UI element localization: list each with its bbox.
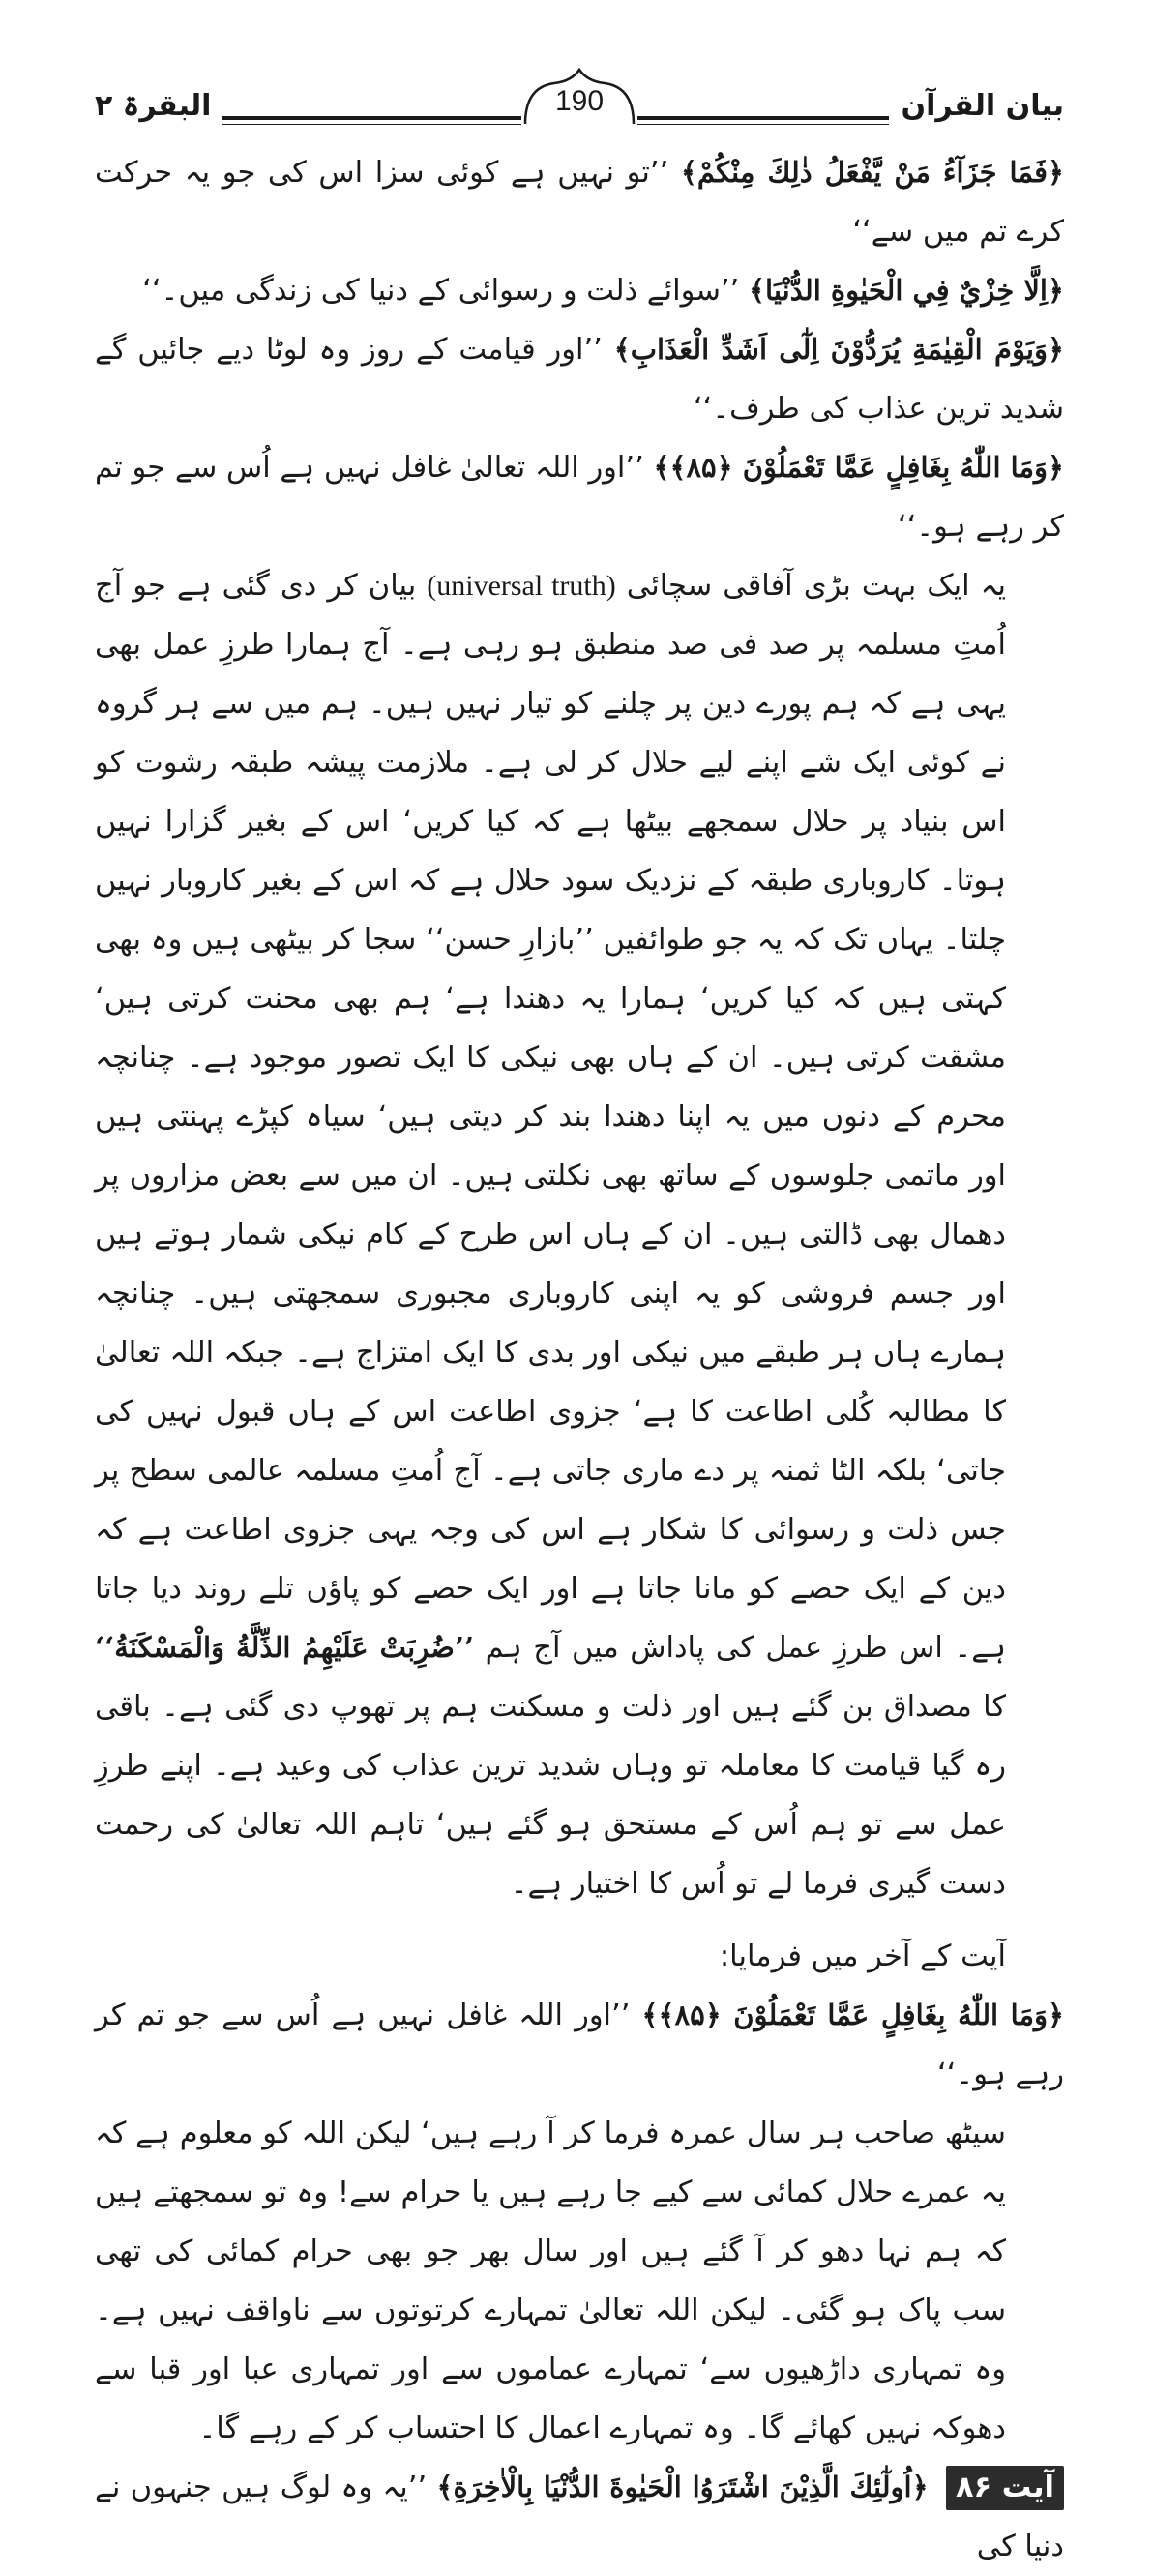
verse-line bbox=[95, 1986, 1064, 2104]
commentary-text: بیان کر دی گئی ہے جو آج اُمتِ مسلمہ پر صد فی صد منطبق ہو رہی ہے۔ آج ہمارا طرزِ عمل بھی یہی ہے کہ ہم پورے دین پر چلنے کو تیار نہیں ہیں۔ ہم میں سے ہر گروہ نے کوئی ایک شے اپنے لیے حلال کر لی ہے۔ ملازمت پیشہ طبقہ رشوت کو اس بنیاد پر حلال سمجھے بیٹھا ہے کہ کیا کریں‘ اس کے بغیر گزارا نہیں ہوتا۔ کاروباری طبقہ کے نزدیک سود حلال ہے کہ اس کے بغیر کاروبار نہیں چلتا۔ یہاں تک کہ یہ جو طوائفیں ’’بازارِ حسن‘‘ سجا کر بیٹھی ہیں وہ بھی کہتی ہیں کہ کیا کریں‘ ہمارا یہ دھندا ہے‘ ہم بھی محنت کرتی ہیں‘ مشقت کرتی ہیں۔ ان کے ہاں بھی نیکی کا ایک تصور موجود ہے۔ چنانچہ محرم کے دنوں میں یہ اپنا دھندا بند کر دیتی ہیں‘ سیاہ کپڑے پہنتی ہیں اور ماتمی جلوسوں کے ساتھ بھی نکلتی ہیں۔ ان میں سے بعض مزاروں پر دھمال بھی ڈالتی ہیں۔ ان کے ہاں اس طرح کے کام نیکی شمار ہوتے ہیں اور جسم فروشی کو یہ اپنی کاروباری مجبوری سمجھتی ہیں۔ چنانچہ ہمارے ہاں ہر طبقے میں نیکی اور بدی کا ایک امتزاج ہے۔ جبکہ اللہ تعالیٰ کا مطالبہ کُلی اطاعت کا ہے‘ جزوی اطاعت اس کے ہاں قبول نہیں کی جاتی‘ بلکہ الٹا ثمنہ پر دے ماری جاتی ہے۔ آج اُمتِ مسلمہ عالمی سطح پر جس ذلت و رسوائی کا شکار ہے اس کی وجہ یہی جزوی اطاعت ہے کہ دین کے ایک حصے کو مانا جاتا ہے اور ایک حصے کو پاؤں تلے روند دیا جاتا ہے۔ اس طرزِ عمل کی پاداش میں آج ہم bbox=[95, 569, 1006, 1665]
commentary-text: سیٹھ صاحب ہر سال عمرہ فرما کر آ رہے ہیں‘ لیکن اللہ کو معلوم ہے کہ یہ عمرے حلال کمائی سے کیے جا رہے ہیں یا حرام سے! وہ تو سمجھتے ہیں کہ ہم نہا دھو کر آ گئے ہیں اور سال بھر جو بھی حرام کمائی کی تھی سب پاک ہو گئی۔ لیکن اللہ تعالیٰ تمہارے کرتوتوں سے ناواقف نہیں ہے۔ وہ تمہاری داڑھیوں سے‘ تمہارے عماموں سے اور تمہاری عبا اور قبا سے دھوکہ نہیں کھائے گا۔ وہ تمہارے اعمال کا احتساب کر کے رہے گا۔ bbox=[95, 2117, 1006, 2445]
commentary-text: آیت کے آخر میں فرمایا: bbox=[719, 1939, 1006, 1973]
surah-name: البقرۃ ۲ bbox=[95, 85, 222, 128]
verse-line bbox=[95, 143, 1064, 261]
arabic-quote: ’’ضُرِبَتْ عَلَيْهِمُ الذِّلَّةُ وَالْمَسْكَنَةُ‘‘ bbox=[95, 1631, 475, 1664]
arabic-verse: ﴿فَمَا جَزَآءُ مَنْ يَّفْعَلُ ذٰلِكَ مِنْكُمْ﴾ bbox=[680, 156, 1064, 189]
urdu-translation: ’’سوائے ذلت و رسوائی کے دنیا کی زندگی میں۔‘‘ bbox=[142, 274, 740, 308]
arabic-verse: ﴿وَيَوْمَ الْقِيٰمَةِ يُرَدُّوْنَ اِلٰٓى اَشَدِّ الْعَذَابِ﴾ bbox=[613, 333, 1064, 366]
page-body bbox=[95, 143, 1064, 2576]
urdu-translation: ’’اور اللہ تعالیٰ غافل نہیں ہے اُس سے جو تم کر رہے ہو۔‘‘ bbox=[95, 451, 1064, 544]
arabic-verse: ﴿وَمَا اللّٰهُ بِغَافِلٍ عَمَّا تَعْمَلُوْنَ ﴿۸۵﴾﴾ bbox=[641, 1999, 1065, 2031]
verse-line bbox=[95, 438, 1064, 556]
page-header bbox=[95, 75, 1064, 143]
arabic-verse: ﴿اُولٰٓئِكَ الَّذِيْنَ اشْتَرَوُا الْحَيٰوةَ الدُّنْيَا بِالْاٰخِرَةِ﴾ bbox=[436, 2471, 929, 2503]
commentary-text: یہ ایک بہت بڑی آفاقی سچائی bbox=[626, 569, 1006, 603]
urdu-translation: ’’تو نہیں ہے کوئی سزا اس کی جو یہ حرکت کرے تم میں سے‘‘ bbox=[95, 156, 1064, 249]
spacer bbox=[95, 1913, 1064, 1927]
verse-line bbox=[95, 2458, 1064, 2576]
arabic-verse: ﴿وَمَا اللّٰهُ بِغَافِلٍ عَمَّا تَعْمَلُوْنَ ﴿۸۵﴾﴾ bbox=[653, 451, 1065, 484]
urdu-translation: ’’یہ وہ لوگ ہیں جنہوں نے دنیا کی bbox=[95, 2471, 1064, 2563]
urdu-translation: ’’اور قیامت کے روز وہ لوٹا دیے جائیں گے شدید ترین عذاب کی طرف۔‘‘ bbox=[95, 333, 1064, 426]
ayah-number-badge: آیت ۸۶ bbox=[946, 2466, 1064, 2510]
english-term: (universal truth) bbox=[427, 570, 616, 602]
commentary-text: کا مصداق بن گئے ہیں اور ذلت و مسکنت ہم پر تھوپ دی گئی ہے۔ باقی رہ گیا قیامت کا معاملہ تو وہاں شدید ترین عذاب کی وعید ہے۔ اپنے طرزِ عمل سے تو ہم اُس کے مستحق ہو گئے ہیں‘ تاہم اللہ تعالیٰ کی رحمت دست گیری فرما لے تو اُس کا اختیار ہے۔ bbox=[95, 1690, 1006, 1901]
commentary-paragraph bbox=[95, 1927, 1064, 1986]
verse-line bbox=[95, 261, 1064, 320]
page-number-ornament bbox=[521, 68, 637, 128]
arabic-verse: ﴿اِلَّا خِزْيٌ فِي الْحَيٰوةِ الدُّنْيَا﴾ bbox=[749, 274, 1064, 307]
verse-line bbox=[95, 320, 1064, 438]
page-number: 190 bbox=[554, 85, 605, 117]
commentary-paragraph bbox=[95, 2104, 1064, 2458]
commentary-paragraph bbox=[95, 556, 1064, 1913]
urdu-translation: ’’اور اللہ غافل نہیں ہے اُس سے جو تم کر رہے ہو۔‘‘ bbox=[95, 1999, 1064, 2091]
book-title: بیان القرآن bbox=[889, 85, 1064, 128]
